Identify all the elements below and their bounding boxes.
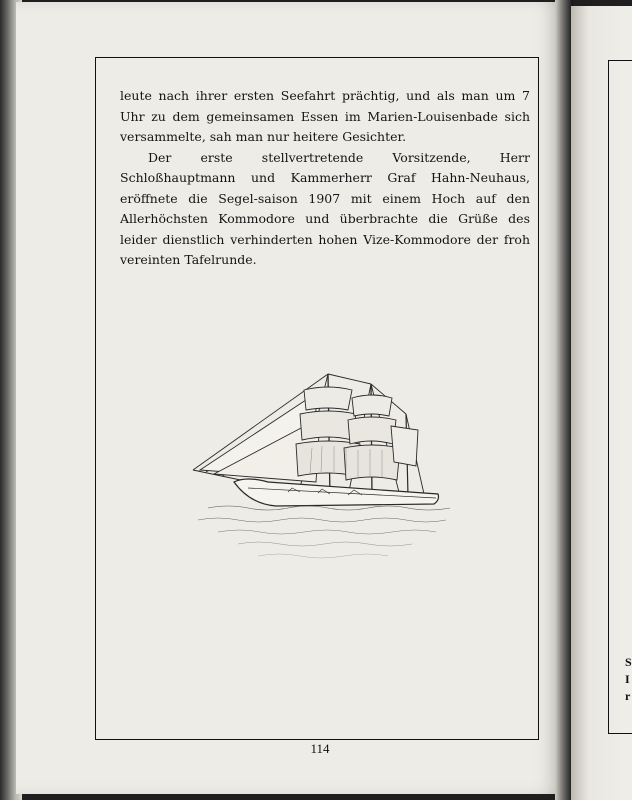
next-page-letter: S — [625, 655, 632, 669]
sailing-ship-illustration — [188, 370, 458, 575]
page-number: 114 — [310, 741, 330, 756]
next-page-letter: I — [625, 672, 630, 686]
next-page-letter: r — [625, 689, 631, 703]
paragraph: Der erste stellvertretende Vorsitzende, Herr Schloßhauptmann und Kammerherr Graf Hahn-Neuhaus, eröffnete die Segel-saison 1907 mit einem Hoch auf den Allerhöchsten Kommodore und überbrachte die Grüße des leider dienstlich verhinderten hohen Vize-Kommodore der froh vereinten Tafelrunde. — [120, 149, 530, 267]
next-page-frame — [608, 60, 632, 734]
next-page-letters — [625, 654, 632, 705]
page-text — [120, 86, 530, 271]
paragraph: leute nach ihrer ersten Seefahrt prächtig, und als man um 7 Uhr zu dem gemeinsamen Essen im Marien-Louisenbade sich versammelte, sah man nur heitere Gesichter. — [120, 88, 530, 144]
